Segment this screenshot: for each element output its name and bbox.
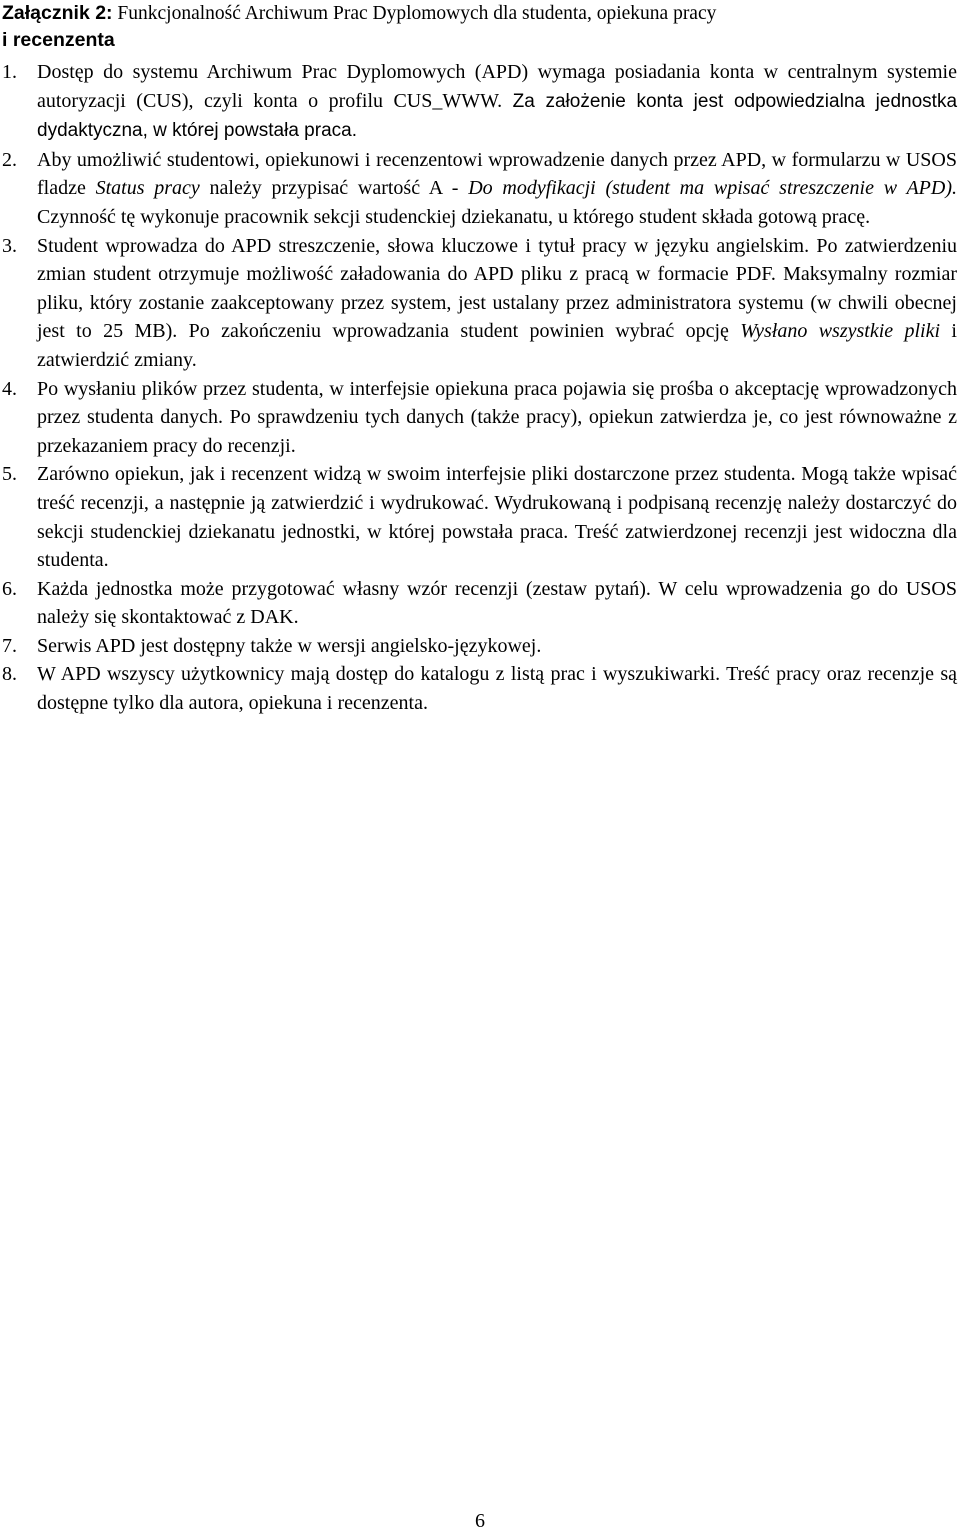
title-text: Funkcjonalność Archiwum Prac Dyplomowych dla studenta, opiekuna pracy: [112, 3, 717, 24]
item-number: 2.: [2, 148, 17, 171]
item-text: Każda jednostka może przygotować własny wzór recenzji (zestaw pytań). W celu wprowadzenia go do USOS należy się skontaktować z DAK.: [37, 577, 957, 629]
item-text: Student wprowadza do APD streszczenie, słowa kluczowe i tytuł pracy w języku angielskim. Po zatwierdzeniu zmian student otrzymuje możliwość załadowania do APD pliku z pracą w formacie PDF. Maksymalny rozmiar pliku, który zostanie zaakceptowany przez system, jest ustalany przez administratora systemu (w chwili obecnej jest to 25 MB). Po zakończeniu wprowadzania student powinien wybrać opcję: [37, 234, 957, 343]
item-text-italic: Do modyfikacji (student ma wpisać streszczenie w APD).: [468, 177, 957, 200]
list-item: [0, 146, 957, 232]
list-item: [0, 632, 957, 661]
list-item: [0, 460, 957, 574]
item-text: i zatwierdzić zmiany.: [37, 320, 957, 371]
item-number: 7.: [2, 634, 17, 657]
list-item: [0, 575, 957, 632]
document-title: [0, 0, 957, 54]
item-number: 1.: [2, 61, 17, 83]
item-number: 4.: [2, 377, 17, 400]
item-number: 8.: [2, 663, 17, 686]
item-text-italic: Status pracy: [95, 177, 200, 200]
item-number: 3.: [2, 234, 17, 257]
title-label: Załącznik 2:: [2, 2, 113, 24]
item-number: 6.: [2, 577, 17, 600]
item-text: Czynność tę wykonuje pracownik sekcji studenckiej dziekanatu, u którego student składa gotową pracę.: [37, 205, 871, 228]
page-number: 6: [475, 1510, 485, 1532]
item-number: 5.: [2, 463, 17, 486]
item-text: Dostęp do systemu Archiwum Prac Dyplomowych (APD) wymaga posiadania konta w centralnym systemie autoryzacji (CUS), czyli konta o profilu CUS_WWW.: [37, 61, 957, 112]
list-item: [0, 660, 957, 717]
item-text: Po wysłaniu plików przez studenta, w interfejsie opiekuna praca pojawia się prośba o akceptację wprowadzonych przez studenta danych. Po sprawdzeniu tych danych (także pracy), opiekun zatwierdza je, co jest równoważne z przekazaniem pracy do recenzji.: [37, 377, 957, 457]
item-text: W APD wszyscy użytkownicy mają dostęp do katalogu z listą prac i wyszukiwarki. Treść pracy oraz recenzje są dostępne tylko dla autora, opiekuna i recenzenta.: [37, 663, 957, 715]
numbered-list: [0, 58, 960, 718]
item-text: Za założenie konta jest odpowiedzialna jednostka dydaktyczna, w której powstała praca.: [37, 90, 958, 142]
title-text-line2: i recenzenta: [2, 29, 115, 51]
item-text: Serwis APD jest dostępny także w wersji angielsko-językowej.: [37, 634, 542, 657]
list-item: [0, 232, 957, 375]
item-text-italic: Wysłano wszystkie pliki: [740, 320, 941, 343]
list-item: [0, 375, 957, 461]
item-text: Aby umożliwić studentowi, opiekunowi i recenzentowi wprowadzenie danych przez APD, w formularzu w USOS fladze: [37, 148, 957, 200]
list-item: [0, 58, 957, 146]
item-text: należy przypisać wartość A -: [199, 177, 469, 200]
item-text: Zarówno opiekun, jak i recenzent widzą w swoim interfejsie pliki dostarczone przez studenta. Mogą także wpisać treść recenzji, a następnie ją zatwierdzić i wydrukować. Wydrukowaną i podpisaną recenzję należy dostarczyć do sekcji studenckiej dziekanatu jednostki, w której powstała praca. Treść zatwierdzonej recenzji jest widoczna dla studenta.: [37, 463, 957, 572]
